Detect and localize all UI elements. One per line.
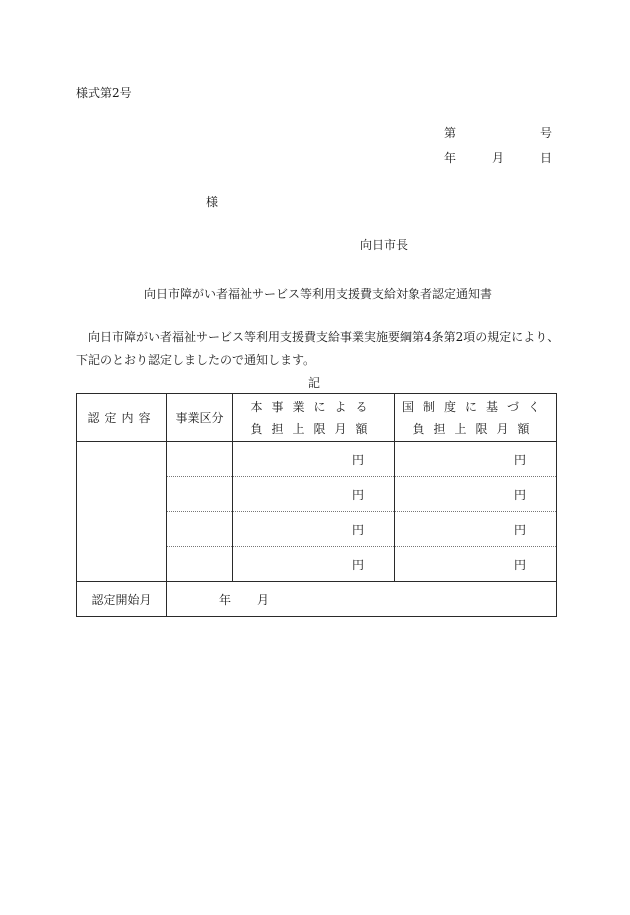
- start-month-row: [77, 582, 557, 617]
- city-limit-cell[interactable]: 円: [233, 512, 395, 547]
- ki-marker: 記: [308, 376, 321, 390]
- issuer: 向日市長: [360, 238, 409, 252]
- certification-table: [76, 393, 557, 617]
- header-city-limit: 本事業による 負担上限月額: [233, 394, 395, 442]
- table-header-row: [77, 394, 557, 442]
- document-number-suffix: 号: [540, 126, 553, 140]
- table-row: [77, 442, 557, 477]
- body-text-line-2: 下記のとおり認定しましたので通知します。: [76, 353, 316, 367]
- start-month-value[interactable]: [167, 582, 557, 617]
- content-cell[interactable]: [77, 442, 167, 582]
- city-limit-cell[interactable]: 円: [233, 547, 395, 582]
- start-month-unit-label: 月: [257, 592, 270, 607]
- national-limit-cell[interactable]: 円: [395, 547, 557, 582]
- document-number-prefix: 第: [444, 126, 457, 140]
- document-title: 向日市障がい者福祉サービス等利用支援費支給対象者認定通知書: [144, 287, 493, 301]
- city-limit-cell[interactable]: 円: [233, 442, 395, 477]
- national-limit-cell[interactable]: 円: [395, 512, 557, 547]
- form-number: 様式第2号: [76, 86, 132, 100]
- national-limit-cell[interactable]: 円: [395, 442, 557, 477]
- national-limit-cell[interactable]: 円: [395, 477, 557, 512]
- category-cell[interactable]: [167, 512, 233, 547]
- category-cell[interactable]: [167, 477, 233, 512]
- category-cell[interactable]: [167, 547, 233, 582]
- date-day-label: 日: [540, 151, 553, 165]
- header-national-limit: 国制度に基づく 負担上限月額: [395, 394, 557, 442]
- start-year-label: 年: [219, 592, 232, 607]
- header-content: 認定内容: [77, 394, 167, 442]
- start-month-label: 認定開始月: [77, 582, 167, 617]
- date-month-label: 月: [492, 151, 505, 165]
- recipient-honorific: 様: [206, 195, 219, 209]
- header-category: 事業区分: [167, 394, 233, 442]
- category-cell[interactable]: [167, 442, 233, 477]
- body-text-line-1: 向日市障がい者福祉サービス等利用支援費支給事業実施要綱第4条第2項の規定により、: [88, 330, 560, 344]
- date-year-label: 年: [444, 151, 457, 165]
- city-limit-cell[interactable]: 円: [233, 477, 395, 512]
